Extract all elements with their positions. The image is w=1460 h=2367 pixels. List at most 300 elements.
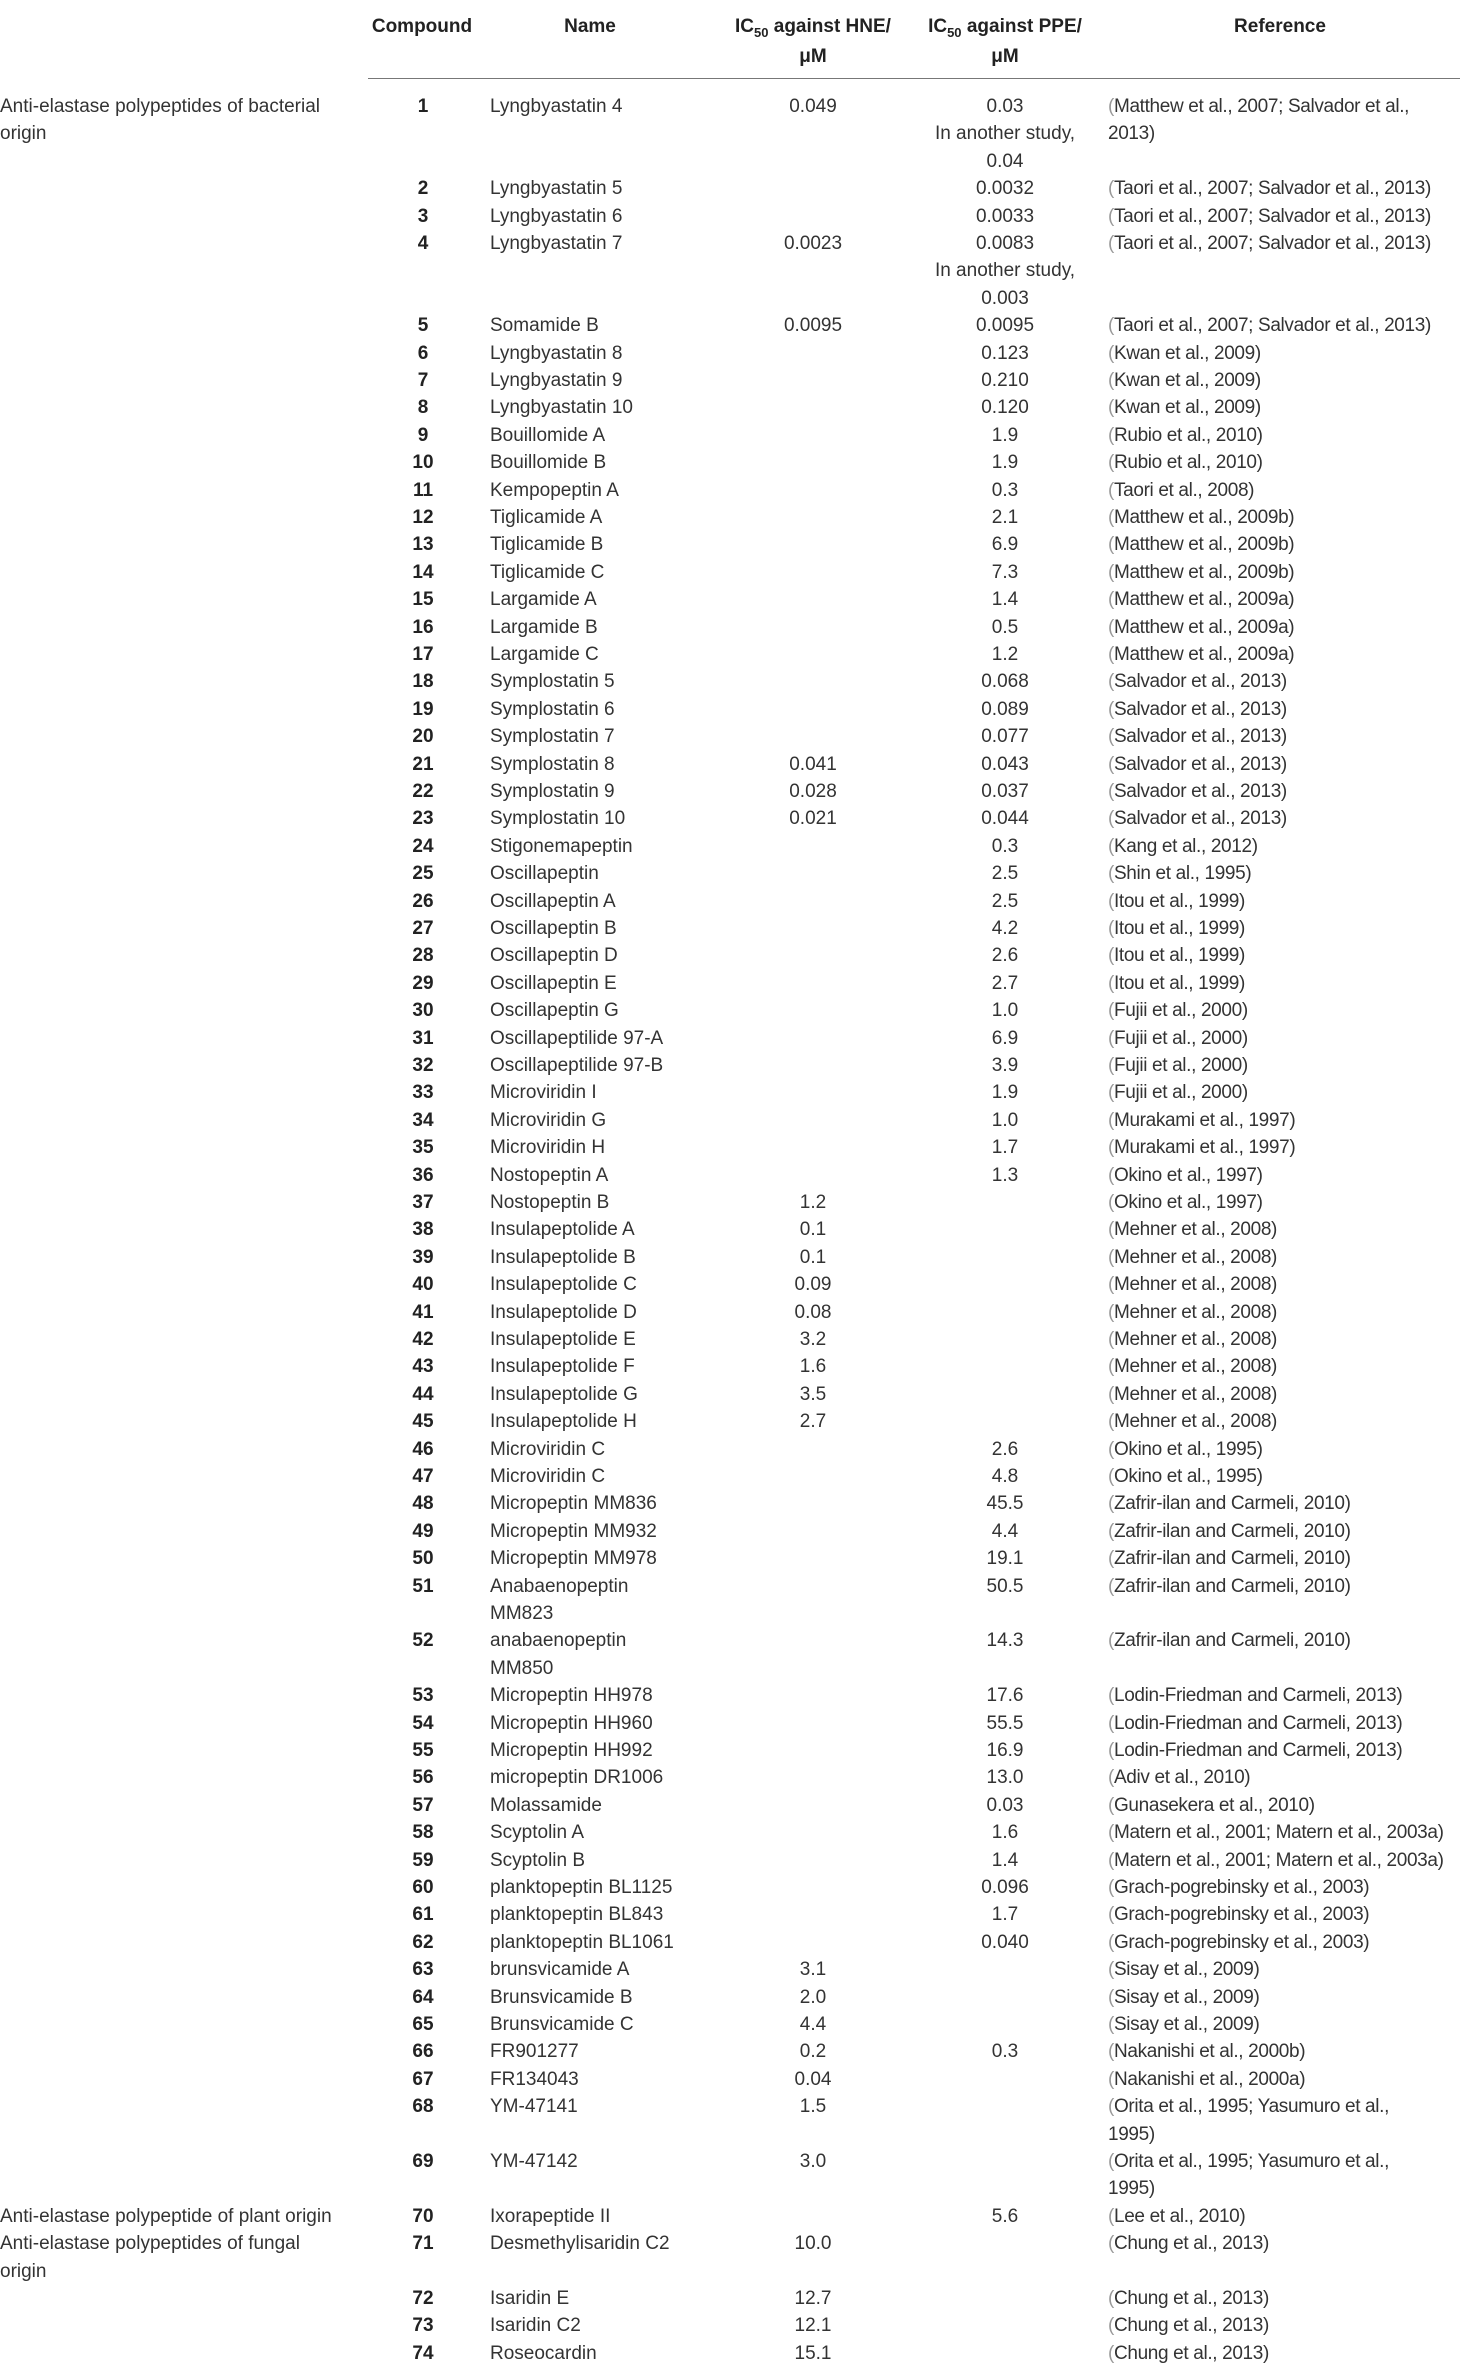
ic50-ppe-value: 1.9 (991, 452, 1019, 474)
compound-number: 43 (412, 1356, 434, 1378)
ic50-hne-value: 0.028 (789, 781, 837, 802)
compound-number: 64 (412, 1986, 434, 2008)
compound-number: 63 (412, 1959, 434, 1981)
ic50-ppe-value: 6.9 (991, 1027, 1019, 1049)
compound-number: 67 (412, 2068, 434, 2090)
reference-citation: (Taori et al., 2007; Salvador et al., 2013) (1108, 205, 1431, 227)
compound-name: Lyngbyastatin 7 (490, 233, 623, 254)
compound-name: Largamide B (490, 616, 598, 638)
reference-citation: (Orita et al., 1995; Yasumuro et al., 1995) (1108, 2151, 1390, 2200)
reference-citation: (Matthew et al., 2009a) (1108, 644, 1295, 665)
ic50-hne-value: 3.5 (799, 1383, 827, 1405)
compound-number: 8 (417, 397, 429, 419)
compound-number: 1 (417, 96, 429, 117)
compound-name: Tiglicamide B (490, 534, 604, 556)
ic50-ppe-value: 2.5 (991, 890, 1019, 912)
ic50-ppe-value: 1.4 (991, 1849, 1019, 1871)
reference-citation: (Sisay et al., 2009) (1108, 2014, 1260, 2035)
reference-citation: (Mehner et al., 2008) (1108, 1246, 1278, 1268)
reference-citation: (Itou et al., 1999) (1108, 890, 1245, 912)
reference-citation: (Nakanishi et al., 2000b) (1108, 2041, 1306, 2063)
group-label: Anti-elastase polypeptide of plant origin (0, 2205, 332, 2227)
compound-number: 16 (412, 616, 434, 638)
compound-number: 50 (412, 1548, 434, 1570)
reference-citation: (Matthew et al., 2007; Salvador et al., 2013) (1108, 96, 1410, 145)
compound-name: Largamide C (490, 644, 599, 665)
ic50-hne-value: 0.1 (799, 1246, 827, 1268)
ic50-hne-value: 0.041 (789, 753, 837, 775)
ic50-hne-value: 4.4 (799, 2014, 827, 2035)
ic50-ppe-value: 0.123 (981, 342, 1029, 364)
reference-citation: (Taori et al., 2007; Salvador et al., 2013) (1108, 315, 1431, 337)
reference-citation: (Mehner et al., 2008) (1108, 1329, 1278, 1350)
compound-name: Symplostatin 5 (490, 671, 615, 693)
header-divider (368, 78, 1460, 79)
ic50-ppe-value: 2.6 (991, 945, 1019, 967)
reference-citation: (Grach-pogrebinsky et al., 2003) (1108, 1931, 1370, 1953)
ic50-hne-value: 3.1 (799, 1959, 827, 1981)
compound-number: 6 (417, 342, 429, 364)
header-compound: Compound (371, 16, 473, 37)
compound-number: 53 (412, 1685, 434, 1707)
compound-number: 24 (412, 835, 434, 857)
compound-number: 31 (412, 1027, 434, 1049)
compound-name: Oscillapeptin (490, 863, 599, 885)
group-label: Anti-elastase polypeptides of fungal origin (0, 2233, 300, 2282)
compound-name: Nostopeptin B (490, 1192, 610, 1213)
ic50-ppe-value: 7.3 (991, 561, 1019, 583)
compound-name: Oscillapeptilide 97-A (490, 1027, 664, 1049)
compound-number: 13 (412, 534, 434, 556)
compound-number: 21 (412, 753, 434, 775)
reference-citation: (Fujii et al., 2000) (1108, 1055, 1248, 1076)
compound-name: Oscillapeptilide 97-B (490, 1055, 664, 1076)
compound-name: Oscillapeptin A (490, 890, 616, 912)
compound-name: planktopeptin BL1125 (490, 1877, 673, 1898)
reference-citation: (Okino et al., 1997) (1108, 1164, 1263, 1186)
table-header (0, 0, 1460, 76)
ic50-ppe-value: 17.6 (986, 1685, 1024, 1707)
ic50-ppe-value: 0.077 (981, 726, 1029, 748)
reference-citation: (Adiv et al., 2010) (1108, 1767, 1251, 1789)
compound-name: Micropeptin HH992 (490, 1740, 653, 1761)
compound-name: FR134043 (490, 2068, 579, 2090)
ic50-ppe-value: 1.2 (991, 644, 1019, 665)
compound-name: Roseocardin (490, 2342, 597, 2364)
reference-citation: (Matthew et al., 2009a) (1108, 589, 1295, 611)
compound-name: YM-47142 (490, 2151, 578, 2172)
reference-citation: (Kwan et al., 2009) (1108, 370, 1261, 391)
reference-citation: (Rubio et al., 2010) (1108, 424, 1263, 446)
reference-citation: (Zafrir-ilan and Carmeli, 2010) (1108, 1548, 1351, 1570)
compound-name: Micropeptin MM932 (490, 1520, 657, 1542)
group-label: Anti-elastase polypeptides of bacterial origin (0, 96, 321, 145)
ic50-ppe-value: 45.5 (986, 1493, 1024, 1515)
compound-name: YM-47141 (490, 2096, 578, 2118)
ic50-ppe-value: 5.6 (991, 2205, 1019, 2227)
reference-citation: (Kang et al., 2012) (1108, 835, 1258, 857)
ic50-ppe-value: 0.0032 (975, 178, 1035, 200)
compound-name: planktopeptin BL1061 (490, 1931, 674, 1953)
reference-citation: (Grach-pogrebinsky et al., 2003) (1108, 1904, 1370, 1926)
ic50-ppe-value: 2.7 (991, 972, 1019, 994)
reference-citation: (Taori et al., 2007; Salvador et al., 2013) (1108, 233, 1431, 254)
ic50-ppe-value: 13.0 (986, 1767, 1024, 1789)
ic50-ppe-value: 0.043 (981, 753, 1029, 775)
ic50-hne-value: 0.08 (794, 1301, 832, 1323)
reference-citation: (Zafrir-ilan and Carmeli, 2010) (1108, 1520, 1351, 1542)
ic50-ppe-value: 2.5 (991, 863, 1019, 885)
compound-number: 40 (412, 1274, 434, 1296)
compound-name: Stigonemapeptin (490, 835, 633, 857)
reference-citation: (Lodin-Friedman and Carmeli, 2013) (1108, 1712, 1403, 1734)
reference-citation: (Itou et al., 1999) (1108, 972, 1245, 994)
compound-number: 56 (412, 1767, 434, 1789)
reference-citation: (Nakanishi et al., 2000a) (1108, 2068, 1306, 2090)
ic50-ppe-value: 1.9 (991, 424, 1019, 446)
ic50-ppe-value: 0.3 (991, 2041, 1019, 2063)
compound-name: Microviridin I (490, 1082, 597, 1104)
ic50-hne-value: 15.1 (794, 2342, 832, 2364)
compound-name: Scyptolin A (490, 1822, 584, 1844)
compound-number: 18 (412, 671, 434, 693)
reference-citation: (Salvador et al., 2013) (1108, 671, 1287, 693)
compound-number: 19 (412, 698, 434, 720)
ic50-hne-value: 2.7 (799, 1411, 827, 1433)
compound-number: 17 (412, 644, 434, 665)
reference-citation: (Grach-pogrebinsky et al., 2003) (1108, 1877, 1370, 1898)
reference-citation: (Salvador et al., 2013) (1108, 698, 1287, 720)
ic50-ppe-value: 0.03 (986, 1794, 1024, 1816)
compound-number: 74 (412, 2342, 434, 2364)
ic50-hne-value: 0.09 (794, 1274, 832, 1296)
compound-number: 5 (417, 315, 429, 337)
compound-number: 30 (412, 1000, 434, 1022)
ic50-ppe-value: 4.8 (991, 1466, 1019, 1487)
compound-number: 44 (412, 1383, 434, 1405)
ic50-hne-value: 10.0 (794, 2233, 832, 2255)
reference-citation: (Rubio et al., 2010) (1108, 452, 1263, 474)
compound-number: 2 (417, 178, 429, 200)
compound-number: 55 (412, 1740, 434, 1761)
compound-number: 28 (412, 945, 434, 967)
reference-citation: (Chung et al., 2013) (1108, 2288, 1269, 2309)
compound-name: Micropeptin HH960 (490, 1712, 653, 1734)
reference-citation: (Okino et al., 1995) (1108, 1466, 1263, 1487)
reference-citation: (Salvador et al., 2013) (1108, 726, 1287, 748)
ic50-ppe-value: 0.068 (981, 671, 1029, 693)
reference-citation: (Orita et al., 1995; Yasumuro et al., 1995) (1108, 2096, 1390, 2145)
compound-name: Micropeptin HH978 (490, 1685, 653, 1707)
compound-number: 49 (412, 1520, 434, 1542)
reference-citation: (Sisay et al., 2009) (1108, 1986, 1260, 2008)
compound-number: 32 (412, 1055, 434, 1076)
reference-citation: (Itou et al., 1999) (1108, 918, 1245, 939)
ic50-ppe-value: 0.3 (991, 479, 1019, 501)
compound-number: 25 (412, 863, 434, 885)
compound-number: 38 (412, 1219, 434, 1241)
ic50-ppe-value: 0.0033 (975, 205, 1035, 227)
ic50-ppe-value: 0.040 (981, 1931, 1029, 1953)
compound-number: 27 (412, 918, 434, 939)
ic50-ppe-value: 19.1 (986, 1548, 1024, 1570)
compound-name: Molassamide (490, 1794, 602, 1816)
ic50-ppe-value: 6.9 (991, 534, 1019, 556)
compound-name: Scyptolin B (490, 1849, 586, 1871)
compound-number: 9 (417, 424, 429, 446)
ic50-ppe-value: 3.9 (991, 1055, 1019, 1076)
compound-name: Microviridin C (490, 1466, 606, 1487)
ic50-hne-value: 12.1 (794, 2315, 832, 2337)
compound-number: 54 (412, 1712, 434, 1734)
compound-name: Insulapeptolide G (490, 1383, 638, 1405)
reference-citation: (Okino et al., 1995) (1108, 1438, 1263, 1460)
compound-name: Oscillapeptin D (490, 945, 618, 967)
ic50-hne-value: 0.021 (789, 808, 837, 830)
ic50-hne-value: 2.0 (799, 1986, 827, 2008)
ic50-hne-value: 1.5 (799, 2096, 827, 2118)
reference-citation: (Zafrir-ilan and Carmeli, 2010) (1108, 1630, 1351, 1652)
reference-citation: (Taori et al., 2008) (1108, 479, 1255, 501)
ic50-ppe-value: 0.096 (981, 1877, 1029, 1898)
ic50-ppe-value: 14.3 (986, 1630, 1024, 1652)
ic50-ppe-value: 1.7 (991, 1137, 1019, 1159)
compound-name: Microviridin C (490, 1438, 606, 1460)
compound-name: Bouillomide A (490, 424, 606, 446)
ic50-ppe-value: 1.6 (991, 1822, 1019, 1844)
compound-number: 42 (412, 1329, 434, 1350)
compound-name: Brunsvicamide C (490, 2014, 634, 2035)
reference-citation: (Mehner et al., 2008) (1108, 1274, 1278, 1296)
reference-citation: (Chung et al., 2013) (1108, 2315, 1269, 2337)
compound-number: 35 (412, 1137, 434, 1159)
reference-citation: (Mehner et al., 2008) (1108, 1356, 1278, 1378)
reference-citation: (Chung et al., 2013) (1108, 2233, 1269, 2255)
ic50-hne-value: 0.1 (799, 1219, 827, 1241)
compound-name: Lyngbyastatin 10 (490, 397, 633, 419)
compound-number: 66 (412, 2041, 434, 2063)
compound-name: Oscillapeptin E (490, 972, 617, 994)
compound-name: Insulapeptolide F (490, 1356, 635, 1378)
reference-citation: (Chung et al., 2013) (1108, 2342, 1269, 2364)
compound-number: 61 (412, 1904, 434, 1926)
reference-citation: (Fujii et al., 2000) (1108, 1082, 1248, 1104)
compound-name: Tiglicamide C (490, 561, 605, 583)
compound-name: Micropeptin MM978 (490, 1548, 657, 1570)
compound-name: Insulapeptolide A (490, 1219, 635, 1241)
ic50-ppe-value: 0.5 (991, 616, 1019, 638)
compound-number: 22 (412, 781, 434, 802)
ic50-ppe-value: 0.3 (991, 835, 1019, 857)
ic50-ppe-value: 0.0095 (975, 315, 1035, 337)
ic50-ppe-value: 0.089 (981, 698, 1029, 720)
ic50-ppe-value: 1.9 (991, 1082, 1019, 1104)
compound-name: Insulapeptolide H (490, 1411, 637, 1433)
compound-number: 46 (412, 1438, 434, 1460)
ic50-hne-value: 3.0 (799, 2151, 827, 2172)
reference-citation: (Zafrir-ilan and Carmeli, 2010) (1108, 1575, 1351, 1597)
reference-citation: (Mehner et al., 2008) (1108, 1219, 1278, 1241)
compound-number: 12 (412, 507, 434, 528)
compound-number: 60 (412, 1877, 434, 1898)
compound-number: 23 (412, 808, 434, 830)
compound-name: Micropeptin MM836 (490, 1493, 657, 1515)
reference-citation: (Matthew et al., 2009b) (1108, 534, 1295, 556)
compound-number: 34 (412, 1109, 434, 1131)
ic50-hne-value: 0.0095 (783, 315, 843, 337)
compound-number: 29 (412, 972, 434, 994)
compound-name: Somamide B (490, 315, 599, 337)
reference-citation: (Matthew et al., 2009a) (1108, 616, 1295, 638)
compound-name: Symplostatin 6 (490, 698, 615, 720)
compound-name: Microviridin H (490, 1137, 606, 1159)
reference-citation: (Salvador et al., 2013) (1108, 753, 1287, 775)
ic50-ppe-value: 1.0 (991, 1000, 1019, 1022)
compound-name: Insulapeptolide B (490, 1246, 636, 1268)
ic50-hne-value: 12.7 (794, 2288, 832, 2309)
compound-number: 59 (412, 1849, 434, 1871)
ic50-ppe-value: 2.1 (991, 507, 1019, 528)
ic50-ppe-value: 16.9 (986, 1740, 1024, 1761)
compound-name: Microviridin G (490, 1109, 607, 1131)
compound-name: Symplostatin 9 (490, 781, 615, 802)
ic50-ppe-value: 0.03 In another study, 0.04 (934, 96, 1076, 172)
compound-number: 72 (412, 2288, 434, 2309)
compound-number: 70 (412, 2205, 434, 2227)
ic50-ppe-value: 50.5 (986, 1575, 1024, 1597)
compound-number: 26 (412, 890, 434, 912)
compound-number: 7 (417, 370, 429, 391)
compound-number: 58 (412, 1822, 434, 1844)
reference-citation: (Mehner et al., 2008) (1108, 1383, 1278, 1405)
compound-number: 48 (412, 1493, 434, 1515)
header-ic50-ppe: $IC_{50}$ against PPE/ μM (928, 16, 1082, 67)
compound-number: 10 (412, 452, 434, 474)
reference-citation: (Murakami et al., 1997) (1108, 1109, 1296, 1131)
compound-number: 39 (412, 1246, 434, 1268)
compound-number: 41 (412, 1301, 434, 1323)
reference-citation: (Shin et al., 1995) (1108, 863, 1252, 885)
compound-name: Tiglicamide A (490, 507, 603, 528)
ic50-hne-value: 3.2 (799, 1329, 827, 1350)
header-ic50-hne: $IC_{50}$ against HNE/ μM (735, 16, 891, 67)
ic50-hne-value: 1.6 (799, 1356, 827, 1378)
compound-name: brunsvicamide A (490, 1959, 630, 1981)
compound-name: Insulapeptolide D (490, 1301, 637, 1323)
compound-name: Largamide A (490, 589, 597, 611)
compound-name: Isaridin C2 (490, 2315, 581, 2337)
compound-number: 3 (417, 205, 429, 227)
ic50-ppe-value: 2.6 (991, 1438, 1019, 1460)
compound-name: Insulapeptolide C (490, 1274, 637, 1296)
compound-number: 15 (412, 589, 434, 611)
reference-citation: (Fujii et al., 2000) (1108, 1000, 1248, 1022)
header-reference: Reference (1234, 16, 1326, 37)
ic50-hne-value: 0.04 (794, 2068, 832, 2090)
ic50-ppe-value: 0.210 (981, 370, 1029, 391)
reference-citation: (Matthew et al., 2009b) (1108, 507, 1295, 528)
compound-name: Isaridin E (490, 2288, 570, 2309)
ic50-ppe-value: 0.0083 In another study, 0.003 (934, 233, 1076, 309)
reference-citation: (Lodin-Friedman and Carmeli, 2013) (1108, 1740, 1403, 1761)
compound-name: Lyngbyastatin 8 (490, 342, 623, 364)
ic50-ppe-value: 0.044 (981, 808, 1029, 830)
reference-citation: (Murakami et al., 1997) (1108, 1137, 1296, 1159)
compound-number: 73 (412, 2315, 434, 2337)
reference-citation: (Mehner et al., 2008) (1108, 1411, 1278, 1433)
compound-name: Insulapeptolide E (490, 1329, 636, 1350)
compound-number: 57 (412, 1794, 434, 1816)
compound-name: Desmethylisaridin C2 (490, 2233, 670, 2255)
compound-name: FR901277 (490, 2041, 579, 2063)
reference-citation: (Mehner et al., 2008) (1108, 1301, 1278, 1323)
compound-number: 47 (412, 1466, 434, 1487)
ic50-ppe-value: 1.3 (991, 1164, 1019, 1186)
compound-number: 62 (412, 1931, 434, 1953)
compound-number: 20 (412, 726, 434, 748)
compound-name: Brunsvicamide B (490, 1986, 633, 2008)
compound-name: planktopeptin BL843 (490, 1904, 664, 1926)
compound-name: Oscillapeptin G (490, 1000, 619, 1022)
ic50-hne-value: 1.2 (799, 1192, 827, 1213)
compound-number: 4 (417, 233, 429, 254)
reference-citation: (Matthew et al., 2009b) (1108, 561, 1295, 583)
ic50-ppe-value: 55.5 (986, 1712, 1024, 1734)
ic50-hne-value: 0.0023 (783, 233, 843, 254)
compound-number: 52 (412, 1630, 434, 1652)
compound-name: Bouillomide B (490, 452, 607, 474)
reference-citation: (Gunasekera et al., 2010) (1108, 1794, 1315, 1816)
reference-citation: (Kwan et al., 2009) (1108, 397, 1261, 419)
reference-citation: (Zafrir-ilan and Carmeli, 2010) (1108, 1493, 1351, 1515)
compound-name: Kempopeptin A (490, 479, 619, 501)
reference-citation: (Taori et al., 2007; Salvador et al., 2013) (1108, 178, 1431, 200)
reference-citation: (Sisay et al., 2009) (1108, 1959, 1260, 1981)
reference-citation: (Salvador et al., 2013) (1108, 808, 1287, 830)
compound-number: 14 (412, 561, 434, 583)
compound-name: Ixorapeptide II (490, 2205, 611, 2227)
reference-citation: (Matern et al., 2001; Matern et al., 2003a) (1108, 1822, 1444, 1844)
reference-citation: (Itou et al., 1999) (1108, 945, 1245, 967)
reference-citation: (Salvador et al., 2013) (1108, 781, 1287, 802)
ic50-ppe-value: 1.4 (991, 589, 1019, 611)
reference-citation: (Kwan et al., 2009) (1108, 342, 1261, 364)
reference-citation: (Lodin-Friedman and Carmeli, 2013) (1108, 1685, 1403, 1707)
ic50-ppe-value: 4.2 (991, 918, 1019, 939)
compound-number: 68 (412, 2096, 434, 2118)
compound-name: Lyngbyastatin 6 (490, 205, 623, 227)
ic50-hne-value: 0.049 (789, 96, 837, 117)
compound-name: micropeptin DR1006 (490, 1767, 664, 1789)
compound-number: 33 (412, 1082, 434, 1104)
compound-name: Oscillapeptin B (490, 918, 617, 939)
compound-name: Symplostatin 10 (490, 808, 626, 830)
compound-number: 51 (412, 1575, 434, 1597)
reference-citation: (Lee et al., 2010) (1108, 2205, 1246, 2227)
compound-number: 36 (412, 1164, 434, 1186)
header-name: Name (564, 16, 616, 37)
reference-citation: (Okino et al., 1997) (1108, 1192, 1263, 1213)
compound-number: 37 (412, 1192, 434, 1213)
compound-name: Symplostatin 7 (490, 726, 615, 748)
ic50-ppe-value: 4.4 (991, 1520, 1019, 1542)
ic50-ppe-value: 1.0 (991, 1109, 1019, 1131)
compound-name: Lyngbyastatin 5 (490, 178, 623, 200)
ic50-ppe-value: 0.120 (981, 397, 1029, 419)
compound-name: Lyngbyastatin 4 (490, 96, 623, 117)
ic50-ppe-value: 0.037 (981, 781, 1029, 802)
compound-name: anabaenopeptin MM850 (490, 1630, 627, 1679)
